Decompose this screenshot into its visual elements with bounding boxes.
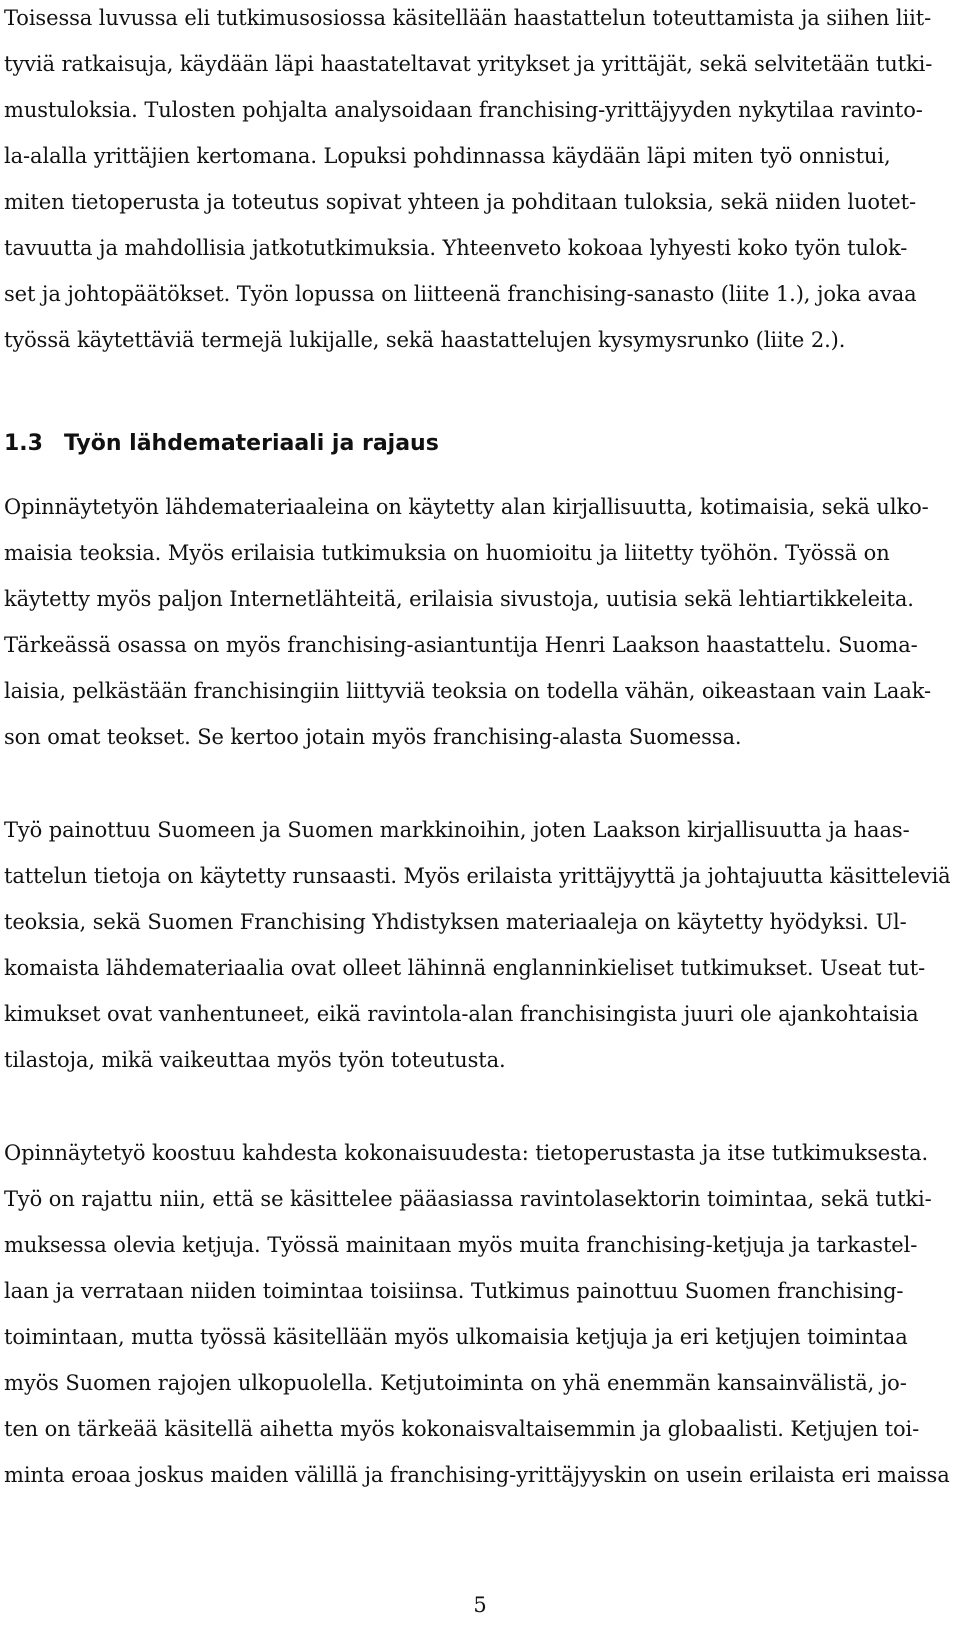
paragraph-4-line-4: laan ja verrataan niiden toimintaa toisiinsa. Tutkimus painottuu Suomen franchising-: [4, 1279, 904, 1303]
paragraph-1-line-2: tyviä ratkaisuja, käydään läpi haastateltavat yritykset ja yrittäjät, sekä selvitetään tutki-: [4, 52, 933, 76]
paragraph-1-line-1: Toisessa luvussa eli tutkimusosiossa käsitellään haastattelun toteuttamista ja siihen liit-: [4, 6, 932, 30]
paragraph-1-line-3: mustuloksia. Tulosten pohjalta analysoidaan franchising-yrittäjyyden nykytilaa ravinto-: [4, 98, 923, 122]
paragraph-2-line-1: Opinnäytetyön lähdemateriaaleina on käytetty alan kirjallisuutta, kotimaisia, sekä ulko-: [4, 495, 929, 519]
section-heading: [4, 431, 439, 457]
paragraph-4-line-5: toimintaan, mutta työssä käsitellään myös ulkomaisia ketjuja ja eri ketjujen toimintaa: [4, 1325, 908, 1349]
paragraph-3-line-4: komaista lähdemateriaalia ovat olleet lähinnä englanninkieliset tutkimukset. Useat tut-: [4, 956, 926, 980]
paragraph-1-line-4: la-alalla yrittäjien kertomana. Lopuksi pohdinnassa käydään läpi miten työ onnistui,: [4, 144, 891, 168]
paragraph-1-line-5: miten tietoperusta ja toteutus sopivat yhteen ja pohditaan tuloksia, sekä niiden luotet-: [4, 190, 916, 214]
section-title: Työn lähdemateriaali ja rajaus: [64, 431, 439, 456]
section-number: 1.3: [4, 431, 43, 456]
paragraph-4-line-3: muksessa olevia ketjuja. Työssä mainitaan myös muita franchising-ketjuja ja tarkastel-: [4, 1233, 918, 1257]
page-number: 5: [473, 1593, 487, 1617]
paragraph-3-line-1: Työ painottuu Suomeen ja Suomen markkinoihin, joten Laakson kirjallisuutta ja haas-: [4, 818, 910, 842]
paragraph-2-line-2: maisia teoksia. Myös erilaisia tutkimuksia on huomioitu ja liitetty työhön. Työssä on: [4, 541, 890, 565]
paragraph-2-line-3: käytetty myös paljon Internetlähteitä, erilaisia sivustoja, uutisia sekä lehtiartikkeleita.: [4, 587, 914, 611]
paragraph-2-line-6: son omat teokset. Se kertoo jotain myös franchising-alasta Suomessa.: [4, 725, 742, 749]
paragraph-3-line-5: kimukset ovat vanhentuneet, eikä ravintola-alan franchisingista juuri ole ajankohtaisia: [4, 1002, 919, 1026]
paragraph-1-line-7: set ja johtopäätökset. Työn lopussa on liitteenä franchising-sanasto (liite 1.), joka avaa: [4, 282, 917, 306]
paragraph-4-line-1: Opinnäytetyö koostuu kahdesta kokonaisuudesta: tietoperustasta ja itse tutkimuksesta.: [4, 1141, 929, 1165]
paragraph-2-line-5: laisia, pelkästään franchisingiin liittyviä teoksia on todella vähän, oikeastaan vain Laak-: [4, 679, 932, 703]
paragraph-3-line-2: tattelun tietoja on käytetty runsaasti. Myös erilaista yrittäjyyttä ja johtajuutta käsitteleviä: [4, 864, 951, 888]
paragraph-4-line-7: ten on tärkeää käsitellä aihetta myös kokonaisvaltaisemmin ja globaalisti. Ketjujen toi-: [4, 1417, 920, 1441]
paragraph-4-line-8: minta eroaa joskus maiden välillä ja franchising-yrittäjyyskin on usein erilaista eri maissa: [4, 1463, 950, 1487]
paragraph-1-line-8: työssä käytettäviä termejä lukijalle, sekä haastattelujen kysymysrunko (liite 2.).: [4, 328, 846, 352]
paragraph-4-line-2: Työ on rajattu niin, että se käsittelee pääasiassa ravintolasektorin toimintaa, sekä tutki-: [4, 1187, 932, 1211]
paragraph-3-line-6: tilastoja, mikä vaikeuttaa myös työn toteutusta.: [4, 1048, 506, 1072]
paragraph-2-line-4: Tärkeässä osassa on myös franchising-asiantuntija Henri Laakson haastattelu. Suoma-: [4, 633, 918, 657]
paragraph-1-line-6: tavuutta ja mahdollisia jatkotutkimuksia. Yhteenveto kokoaa lyhyesti koko työn tulok-: [4, 236, 908, 260]
paragraph-4-line-6: myös Suomen rajojen ulkopuolella. Ketjutoiminta on yhä enemmän kansainvälistä, jo-: [4, 1371, 907, 1395]
paragraph-3-line-3: teoksia, sekä Suomen Franchising Yhdistyksen materiaaleja on käytetty hyödyksi. Ul-: [4, 910, 907, 934]
